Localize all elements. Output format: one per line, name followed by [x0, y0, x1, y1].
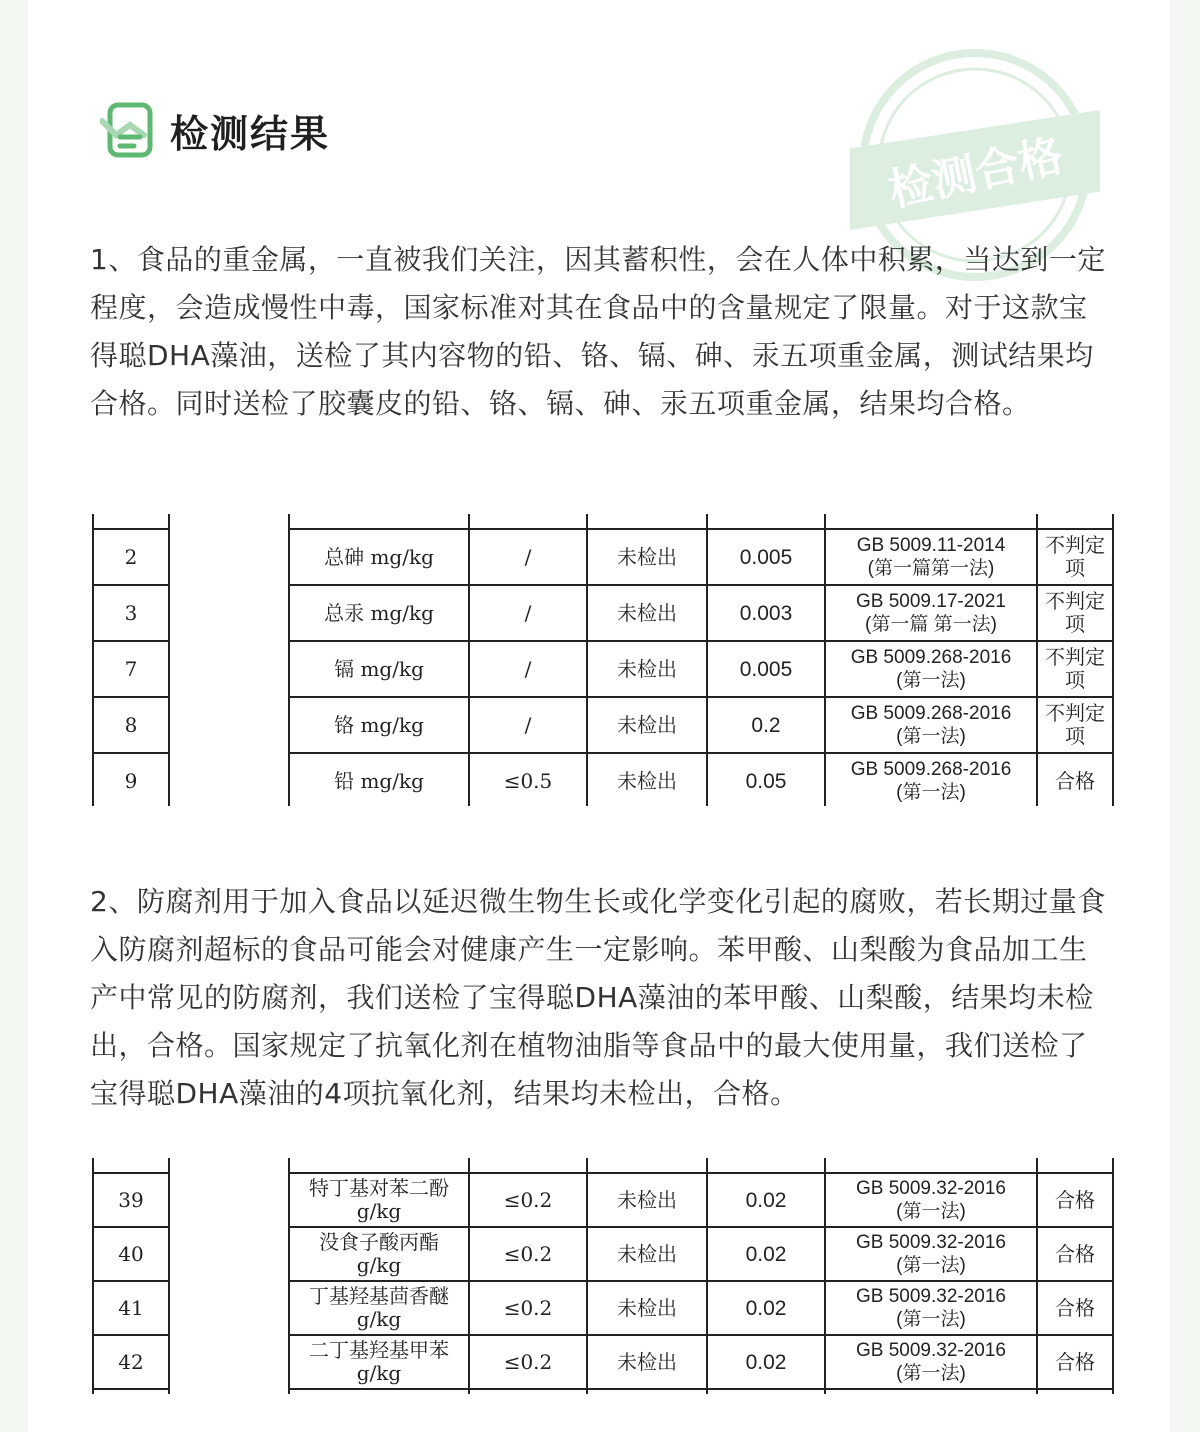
preservative-paragraph: 2、防腐剂用于加入食品以延迟微生物生长或化学变化引起的腐败，若长期过量食入防腐剂超标的食品可能会对健康产生一定影响。苯甲酸、山梨酸为食品加工生产中常见的防腐剂，我们送检了宝得聪DHA藻油的苯甲酸、山梨酸，结果均未检出，合格。国家规定了抗氧化剂在植物油脂等食品中的最大使用量，我们送检了宝得聪DHA藻油的4项抗氧化剂，结果均未检出，合格。 — [90, 885, 1106, 1110]
antioxidant-table — [92, 1158, 1114, 1394]
heavy-metal-paragraph: 1、食品的重金属，一直被我们关注，因其蓄积性，会在人体中积累，当达到一定程度，会造成慢性中毒，国家标准对其在食品中的含量规定了限量。对于这款宝得聪DHA藻油，送检了其内容物的铅、铬、镉、砷、汞五项重金属，测试结果均合格。同时送检了胶囊皮的铅、铬、镉、砷、汞五项重金属，结果均合格。 — [90, 243, 1106, 420]
table-row: 40 没食子酸丙酯 g/kg ≤0.2 未检出 0.02 GB 5009.32-2016 (第一法) 合格 — [93, 1227, 1113, 1281]
antioxidant-table-crop — [28, 1158, 1170, 1394]
heavy-metal-table-crop — [28, 514, 1170, 806]
table-row: 39 特丁基对苯二酚 g/kg ≤0.2 未检出 0.02 GB 5009.32-2016 (第一法) 合格 — [93, 1173, 1113, 1227]
table-row: 3 总汞 mg/kg / 未检出 0.003 GB 5009.17-2021 (第一篇 第一法) 不判定项 — [93, 585, 1113, 641]
clipboard-icon — [100, 101, 156, 159]
section-title: 检测结果 — [170, 111, 331, 156]
table-row: 42 二丁基羟基甲苯 g/kg ≤0.2 未检出 0.02 GB 5009.32-2016 (第一法) 合格 — [93, 1335, 1113, 1389]
table-row: 2 总砷 mg/kg / 未检出 0.005 GB 5009.11-2014 (第一篇第一法) 不判定项 — [93, 529, 1113, 585]
content-card — [28, 0, 1170, 1432]
section-header — [100, 100, 330, 160]
table-row: 7 镉 mg/kg / 未检出 0.005 GB 5009.268-2016 (第一法) 不判定项 — [93, 641, 1113, 697]
table-row: 41 丁基羟基茴香醚 g/kg ≤0.2 未检出 0.02 GB 5009.32-2016 (第一法) 合格 — [93, 1281, 1113, 1335]
stamp-text: 检测合格 — [884, 130, 1068, 217]
table-row: 8 铬 mg/kg / 未检出 0.2 GB 5009.268-2016 (第一法) 不判定项 — [93, 697, 1113, 753]
heavy-metal-table — [92, 514, 1114, 806]
table-row: 9 铅 mg/kg ≤0.5 未检出 0.05 GB 5009.268-2016 (第一法) 合格 — [93, 753, 1113, 806]
